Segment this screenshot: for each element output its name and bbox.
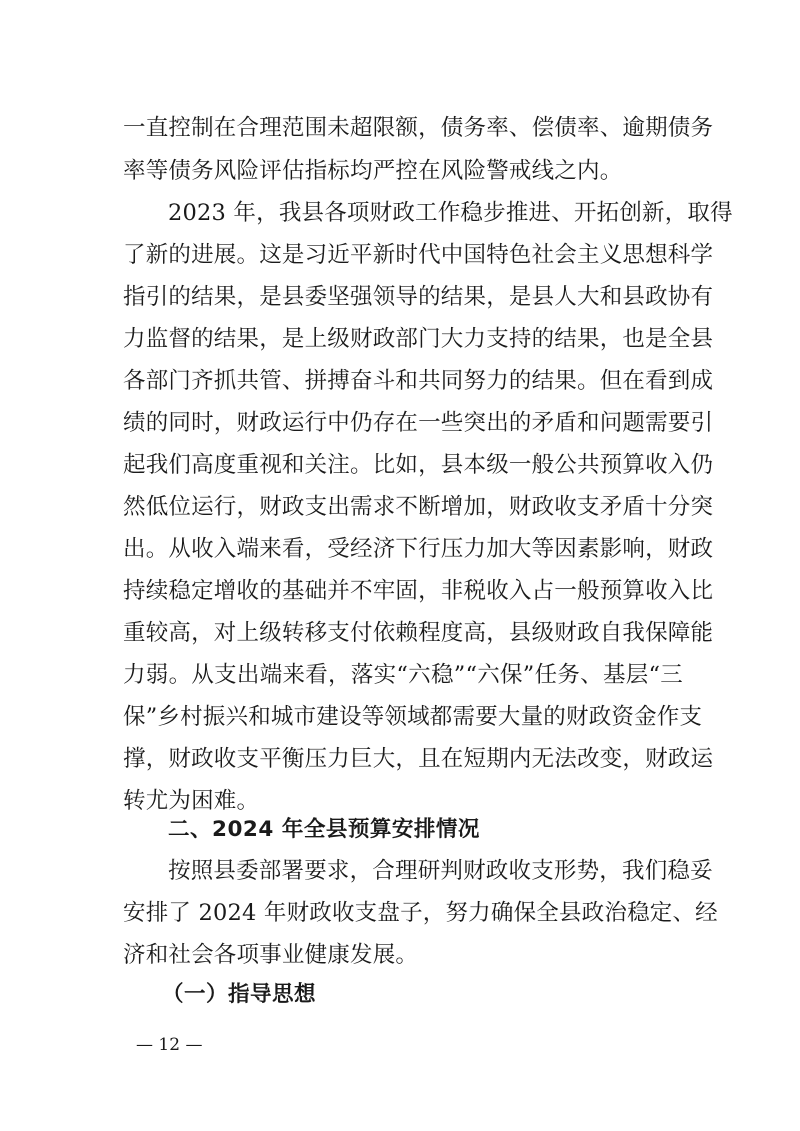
text-line: 然低位运行，财政支出需求不断增加，财政收支矛盾十分突 (123, 494, 714, 520)
text-line: 保”乡村振兴和城市建设等领域都需要大量的财政资金作支 (123, 704, 703, 730)
text-line: 力弱。从支出端来看，落实“六稳”“六保”任务、基层“三 (123, 662, 683, 688)
text-line: 各部门齐抓共管、拼搏奋斗和共同努力的结果。但在看到成 (123, 368, 714, 394)
section-heading: 二、2024 年全县预算安排情况 (168, 817, 480, 842)
text-line: 撑，财政收支平衡压力巨大，且在短期内无法改变，财政运 (123, 746, 714, 772)
text-line: 一直控制在合理范围未超限额，债务率、偿债率、逾期债务 (123, 115, 714, 141)
text-line: 持续稳定增收的基础并不牢固，非税收入占一般预算收入比 (123, 578, 714, 604)
text-line: 率等债务风险评估指标均严控在风险警戒线之内。 (123, 158, 623, 184)
text-line: 重较高，对上级转移支付依赖程度高，县级财政自我保障能 (123, 620, 714, 646)
text-line: 转尤为困难。 (123, 788, 260, 814)
text-line: 按照县委部署要求，合理研判财政收支形势，我们稳妥 (168, 858, 713, 884)
text-line: 济和社会各项事业健康发展。 (123, 942, 419, 968)
text-line: 了新的进展。这是习近平新时代中国特色社会主义思想科学 (123, 242, 714, 268)
text-line: 指引的结果，是县委坚强领导的结果，是县人大和县政协有 (123, 284, 714, 310)
text-line: 出。从收入端来看，受经济下行压力加大等因素影响，财政 (123, 536, 714, 562)
text-line: 安排了 2024 年财政收支盘子，努力确保全县政治稳定、经 (123, 900, 718, 926)
text-line: 力监督的结果，是上级财政部门大力支持的结果，也是全县 (123, 326, 714, 352)
text-line: 2023 年，我县各项财政工作稳步推进、开拓创新，取得 (168, 200, 733, 226)
page-number: — 12 — (136, 1035, 203, 1055)
text-line: 绩的同时，财政运行中仍存在一些突出的矛盾和问题需要引 (123, 410, 714, 436)
text-line: 起我们高度重视和关注。比如，县本级一般公共预算收入仍 (123, 452, 714, 478)
subsection-heading: （一）指导思想 (162, 982, 317, 1007)
